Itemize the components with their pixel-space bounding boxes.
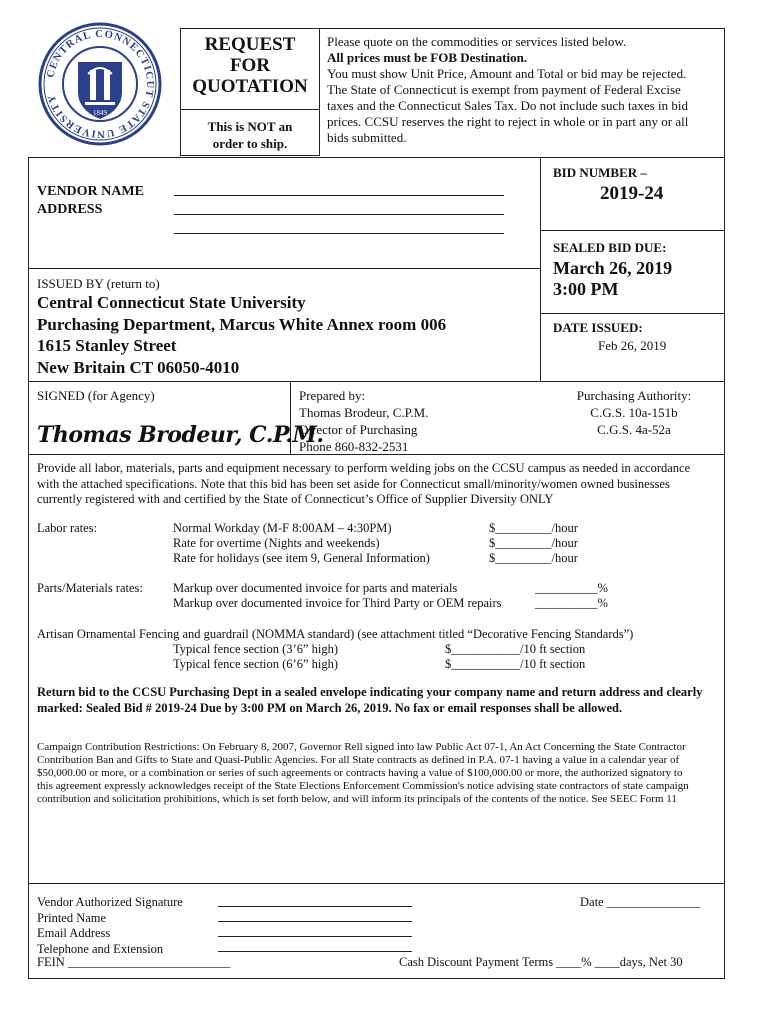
vendor-authorized-signature-label: Vendor Authorized Signature — [37, 895, 183, 909]
title-line-3: QUOTATION — [192, 76, 308, 97]
table-row — [173, 536, 578, 551]
instruction-line: The State of Connecticut is exempt from payment of Federal Excise — [327, 82, 681, 97]
bid-number-label: BID NUMBER – — [553, 165, 647, 180]
table-row — [173, 642, 585, 657]
prepared-by-line: Director of Purchasing — [299, 422, 418, 437]
markup-field[interactable]: __________% — [535, 581, 608, 595]
vendor-name-label: VENDOR NAME — [37, 184, 144, 199]
table-row — [173, 657, 585, 672]
rate-price-field[interactable]: $_________/hour — [489, 521, 578, 535]
issuer-street: 1615 Stanley Street — [37, 336, 177, 355]
telephone-field[interactable] — [218, 951, 412, 952]
form-bottom-border — [28, 978, 725, 979]
rate-description: Markup over documented invoice for parts and materials — [173, 581, 458, 595]
cash-discount-terms[interactable]: Cash Discount Payment Terms ____% ____days, Net 30 — [399, 955, 683, 969]
vendor-address-field-2[interactable] — [174, 233, 504, 234]
rate-description: Rate for overtime (Nights and weekends) — [173, 536, 380, 550]
table-row — [173, 521, 578, 536]
authority-line: C.G.S. 10a-151b — [590, 405, 678, 420]
rate-price-field[interactable]: $_________/hour — [489, 536, 578, 550]
vendor-labels — [37, 183, 144, 219]
rate-description: Normal Workday (M-F 8:00AM – 4:30PM) — [173, 521, 392, 535]
vendor-signature-labels — [37, 895, 183, 957]
fence-price-field[interactable]: $___________/10 ft section — [445, 642, 586, 656]
bid-column-divider — [540, 157, 541, 382]
fence-price-field[interactable]: $___________/10 ft section — [445, 657, 586, 671]
vendor-address-label: ADDRESS — [37, 202, 103, 217]
purchasing-authority-block — [545, 387, 723, 438]
parts-rates-table — [173, 581, 608, 611]
signed-label: SIGNED (for Agency) — [37, 388, 155, 403]
quote-instructions — [327, 34, 719, 146]
rate-description: Rate for holidays (see item 9, General Information) — [173, 551, 430, 565]
campaign-line: this agreement expressly acknowledges receipt of the State Elections Enforcement Commission's notice advising state contractors of state campaign — [37, 780, 689, 792]
authority-line: Purchasing Authority: — [576, 388, 692, 403]
bid-due-rule — [540, 313, 725, 314]
instruction-line-fob: All prices must be FOB Destination. — [327, 50, 528, 65]
rate-price-field[interactable]: $_________/hour — [489, 551, 578, 565]
due-date-value: March 26, 2019 — [553, 258, 673, 278]
header-inner-rule — [180, 109, 320, 110]
vendor-name-field[interactable] — [174, 195, 504, 196]
form-left-border — [28, 157, 29, 979]
intro-line: Provide all labor, materials, parts and equipment necessary to perform welding jobs on the CCSU campus as needed in accordance — [37, 461, 691, 475]
seal-year: 1849 — [93, 109, 107, 117]
fencing-title: Artisan Ornamental Fencing and guardrail (NOMMA standard) (see attachment titled “Decorative Fencing Standards”) — [37, 627, 634, 641]
seal-ring-text: CENTRAL CONNECTICUT STATE UNIVERSITY — [45, 28, 156, 140]
table-row — [173, 551, 578, 566]
form-top-border — [28, 157, 725, 158]
authority-line: C.G.S. 4a-52a — [597, 422, 671, 437]
not-an-order-note — [180, 118, 320, 152]
telephone-label: Telephone and Extension — [37, 941, 164, 956]
issued-by-label: ISSUED BY (return to) — [37, 276, 160, 291]
prepared-by-block — [299, 387, 428, 455]
table-row — [173, 581, 608, 596]
email-address-field[interactable] — [218, 936, 412, 937]
university-seal-icon — [38, 22, 162, 146]
fencing-table — [173, 642, 585, 672]
issuer-address — [37, 292, 446, 378]
issuer-name: Central Connecticut State University — [37, 293, 306, 312]
notice-line: Return bid to the CCSU Purchasing Dept in a sealed envelope indicating your company name and return address and clearly — [37, 685, 703, 699]
instruction-line: Please quote on the commodities or services listed below. — [327, 34, 627, 49]
vendor-section-rule — [28, 268, 541, 269]
issuer-city: New Britain CT 06050-4010 — [37, 357, 240, 377]
markup-field[interactable]: __________% — [535, 596, 608, 610]
labor-rates-label: Labor rates: — [37, 521, 98, 535]
labor-rates-table — [173, 521, 578, 566]
fein-field[interactable]: FEIN __________________________ — [37, 955, 231, 969]
not-order-line-2: order to ship. — [212, 136, 288, 151]
form-right-border — [724, 157, 725, 979]
rate-description: Typical fence section (3’6” high) — [173, 642, 339, 656]
prepared-by-line: Thomas Brodeur, C.P.M. — [299, 405, 429, 420]
campaign-line: Contribution Ban and Gifts to State and Quasi-Public Agencies. For all State contracts as defined in P.A. 07-1 having a value in a calendar year of — [37, 754, 680, 766]
intro-line: currently registered with and certified by the State of Connecticut’s Office of Supplier Diversity ONLY — [37, 492, 554, 506]
header-top-border — [180, 28, 725, 29]
instruction-line: bids submitted. — [327, 130, 407, 145]
date-issued-label: DATE ISSUED: — [553, 320, 643, 335]
bid-number-rule — [540, 230, 725, 231]
rate-description: Markup over documented invoice for Third Party or OEM repairs — [173, 596, 502, 610]
scope-intro — [37, 461, 721, 508]
bid-number-value: 2019-24 — [600, 183, 664, 204]
title-line-1: REQUEST — [204, 34, 296, 55]
instruction-line: prices. CCSU reserves the right to reject in whole or in part any or all — [327, 114, 689, 129]
issuer-department: Purchasing Department, Marcus White Annex room 006 — [37, 314, 447, 334]
email-address-label: Email Address — [37, 926, 111, 940]
agency-signature: Thomas Brodeur, C.P.M. — [37, 422, 324, 448]
notice-line: marked: Sealed Bid # 2019-24 Due by 3:00 PM on March 26, 2019. No fax or email responses shall be allowed. — [37, 700, 623, 715]
prepared-by-line: Prepared by: — [299, 388, 366, 403]
campaign-line: contribution and solicitation prohibitions, which is set forth below, and will inform its principals of the contents of the notice. See SEEC Form 11 — [37, 793, 677, 805]
header-bottom-rule — [180, 155, 320, 156]
title-line-2: FOR — [229, 55, 271, 76]
date-field[interactable]: Date _______________ — [580, 895, 701, 909]
vendor-signature-field[interactable] — [218, 906, 412, 907]
sealed-bid-due-label: SEALED BID DUE: — [553, 240, 667, 255]
vendor-address-field-1[interactable] — [174, 214, 504, 215]
rate-description: Typical fence section (6’6” high) — [173, 657, 339, 671]
not-order-line-1: This is NOT an — [207, 119, 293, 134]
issuer-section-rule — [28, 381, 725, 382]
document-title — [180, 34, 320, 97]
due-time-value: 3:00 PM — [553, 279, 619, 299]
printed-name-label: Printed Name — [37, 910, 107, 925]
footer-rule — [28, 883, 725, 884]
return-bid-notice — [37, 685, 721, 716]
intro-line: with the attached specifications. Note that this bid has been set aside for Connecticut small/minority/women owned businesses — [37, 476, 670, 491]
header-right-border — [724, 28, 725, 158]
table-row — [173, 596, 608, 611]
campaign-line: Campaign Contribution Restrictions: On February 8, 2007, Governor Rell signed into law Public Act 07-1, An Act Concerning the State Contractor — [37, 741, 686, 753]
parts-rates-label: Parts/Materials rates: — [37, 581, 143, 595]
printed-name-field[interactable] — [218, 921, 412, 922]
instruction-line: taxes and the Connecticut Sales Tax. Do not include such taxes in bid — [327, 98, 688, 113]
campaign-contribution-notice — [37, 741, 721, 806]
instruction-line: You must show Unit Price, Amount and Total or bid may be rejected. — [327, 66, 687, 81]
prepared-by-line: Phone 860-832-2531 — [299, 439, 409, 454]
campaign-line: $50,000.00 or more, or a combination or series of such agreements or contracts having a value of $100,000.00 or more, the authorized signatory to — [37, 767, 683, 779]
date-issued-value: Feb 26, 2019 — [598, 338, 667, 353]
